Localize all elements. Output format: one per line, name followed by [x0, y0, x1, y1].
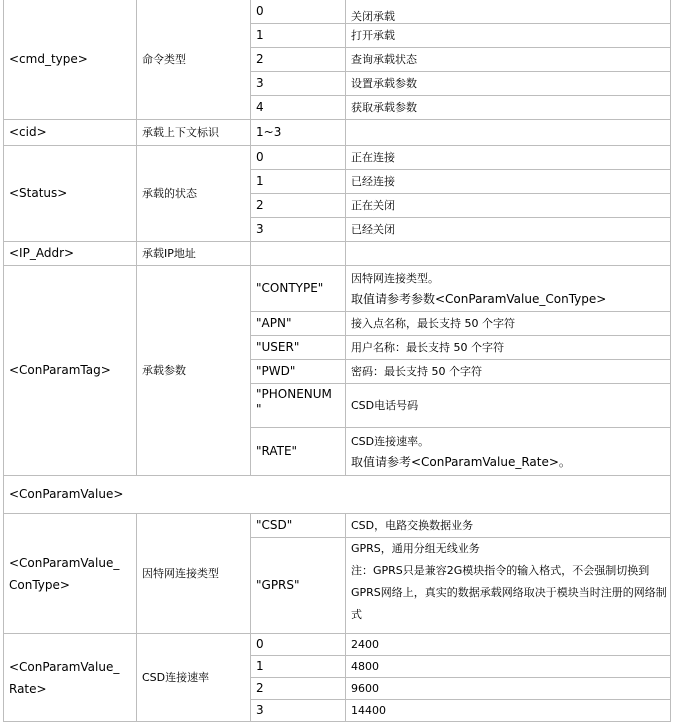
value-cell [251, 170, 346, 194]
value-cell [251, 700, 346, 722]
meaning-text: 已经关闭 [351, 223, 395, 236]
value-text: "CSD" [256, 518, 293, 532]
value-text: "CONTYPE" [256, 281, 324, 295]
value-cell [251, 678, 346, 700]
table-row [4, 266, 671, 312]
param-desc: 因特网连接类型 [142, 567, 219, 580]
meaning-text: 2400 [351, 638, 379, 651]
value-cell [251, 146, 346, 170]
value-cell [251, 336, 346, 360]
value-cell [251, 194, 346, 218]
value-text: "USER" [256, 340, 300, 354]
value-cell [251, 428, 346, 476]
value-cell [251, 24, 346, 48]
meaning-cell [346, 120, 671, 146]
param-name-cell [4, 120, 137, 146]
table-row [4, 514, 671, 538]
meaning-cell [346, 48, 671, 72]
meaning-cell [346, 678, 671, 700]
value-text: 2 [256, 681, 264, 695]
meaning-text: CSD，电路交换数据业务 [351, 519, 474, 532]
value-cell [251, 538, 346, 634]
value-cell [251, 634, 346, 656]
table-row [4, 0, 671, 24]
value-text: 0 [256, 637, 264, 651]
meaning-cell [346, 538, 671, 634]
value-cell [251, 656, 346, 678]
param-desc-cell [137, 266, 251, 476]
meaning-cell [346, 242, 671, 266]
meaning-cell [346, 0, 671, 24]
meaning-text: CSD电话号码 [351, 399, 419, 412]
table-row [4, 476, 671, 514]
value-cell [251, 96, 346, 120]
table-row [4, 634, 671, 656]
meaning-cell [346, 24, 671, 48]
param-name: <IP_Addr> [9, 246, 75, 260]
meaning-text: 关闭承载 [351, 9, 395, 23]
table-row [4, 146, 671, 170]
meaning-text: 注：GPRS只是兼容2G模块指令的输入格式，不会强制切换到GPRS网络上，真实的数据承载网络取决于模块当时注册的网络制式 [351, 564, 667, 621]
meaning-cell [346, 336, 671, 360]
value-cell [251, 312, 346, 336]
value-text: 0 [256, 150, 264, 164]
meaning-cell [346, 428, 671, 476]
section-header-cell [4, 476, 671, 514]
param-desc-cell [137, 634, 251, 722]
param-name-cell [4, 0, 137, 120]
param-name-cell [4, 266, 137, 476]
meaning-text: 获取承载参数 [351, 101, 417, 114]
meaning-text: 打开承载 [351, 29, 395, 42]
param-name-cell [4, 242, 137, 266]
value-text: 1 [256, 659, 264, 673]
meaning-text: 已经连接 [351, 175, 395, 188]
parameter-table [3, 0, 671, 722]
param-name-cell [4, 146, 137, 242]
meaning-cell [346, 146, 671, 170]
value-text: 1 [256, 174, 264, 188]
param-desc-cell [137, 242, 251, 266]
value-text: 1 [256, 28, 264, 42]
meaning-cell [346, 360, 671, 384]
meaning-cell [346, 96, 671, 120]
param-desc-cell [137, 146, 251, 242]
value-cell [251, 72, 346, 96]
meaning-text: 密码：最长支持 50 个字符 [351, 365, 482, 378]
param-desc: 承载的状态 [142, 187, 197, 200]
table-row [4, 120, 671, 146]
param-name: <ConParamValue_ [9, 555, 120, 570]
param-name: <Status> [9, 186, 68, 200]
meaning-text: 正在连接 [351, 151, 395, 164]
value-text: 3 [256, 222, 264, 236]
meaning-text: 9600 [351, 682, 379, 695]
value-text: "PWD" [256, 364, 296, 378]
meaning-cell [346, 656, 671, 678]
value-text: 3 [256, 703, 264, 717]
meaning-text: 4800 [351, 660, 379, 673]
meaning-text: 用户名称：最长支持 50 个字符 [351, 341, 504, 354]
value-text: "PHONENUM [256, 387, 332, 401]
value-cell [251, 120, 346, 146]
param-desc: 承载上下文标识 [142, 126, 219, 139]
param-name-cell [4, 514, 137, 634]
meaning-text: 取值请参考<ConParamValue_Rate>。 [351, 454, 571, 469]
meaning-cell [346, 266, 671, 312]
value-cell [251, 218, 346, 242]
value-text: 2 [256, 52, 264, 66]
value-text: 3 [256, 76, 264, 90]
meaning-cell [346, 514, 671, 538]
meaning-text: 接入点名称，最长支持 50 个字符 [351, 317, 515, 330]
value-text: " [256, 402, 262, 416]
param-name: ConType> [9, 577, 70, 592]
param-desc-cell [137, 120, 251, 146]
param-desc: CSD连接速率 [142, 671, 210, 684]
value-text: "RATE" [256, 444, 298, 458]
meaning-cell [346, 700, 671, 722]
meaning-cell [346, 72, 671, 96]
param-name: <ConParamValue_ [9, 659, 120, 674]
meaning-cell [346, 218, 671, 242]
meaning-text: 查询承载状态 [351, 53, 417, 66]
value-cell [251, 266, 346, 312]
value-cell [251, 360, 346, 384]
meaning-text: 取值请参考参数<ConParamValue_ConType> [351, 291, 607, 306]
meaning-cell [346, 170, 671, 194]
param-desc: 承载参数 [142, 364, 186, 377]
value-cell [251, 384, 346, 428]
value-text: 0 [256, 3, 264, 18]
value-text: "APN" [256, 316, 292, 330]
value-cell [251, 242, 346, 266]
param-desc: 承载IP地址 [142, 247, 196, 260]
meaning-cell [346, 384, 671, 428]
meaning-cell [346, 634, 671, 656]
value-text: 4 [256, 100, 264, 114]
param-desc: 命令类型 [142, 52, 186, 66]
value-cell [251, 514, 346, 538]
param-name: Rate> [9, 681, 47, 696]
table-row [4, 242, 671, 266]
meaning-cell [346, 194, 671, 218]
param-name: <cid> [9, 125, 47, 139]
meaning-text: 正在关闭 [351, 199, 395, 212]
meaning-text: 设置承载参数 [351, 77, 417, 90]
param-name: <ConParamValue> [9, 487, 124, 501]
value-cell [251, 48, 346, 72]
meaning-text: 因特网连接类型。 [351, 271, 439, 285]
value-text: "GPRS" [256, 578, 300, 592]
value-text: 1~3 [256, 125, 282, 139]
param-name: <ConParamTag> [9, 363, 111, 377]
meaning-text: CSD连接速率。 [351, 434, 430, 448]
param-name: <cmd_type> [9, 51, 88, 66]
meaning-text: 14400 [351, 704, 386, 717]
param-desc-cell [137, 0, 251, 120]
param-desc-cell [137, 514, 251, 634]
value-text: 2 [256, 198, 264, 212]
meaning-cell [346, 312, 671, 336]
param-name-cell [4, 634, 137, 722]
value-cell [251, 0, 346, 24]
meaning-text: GPRS，通用分组无线业务 [351, 542, 480, 555]
